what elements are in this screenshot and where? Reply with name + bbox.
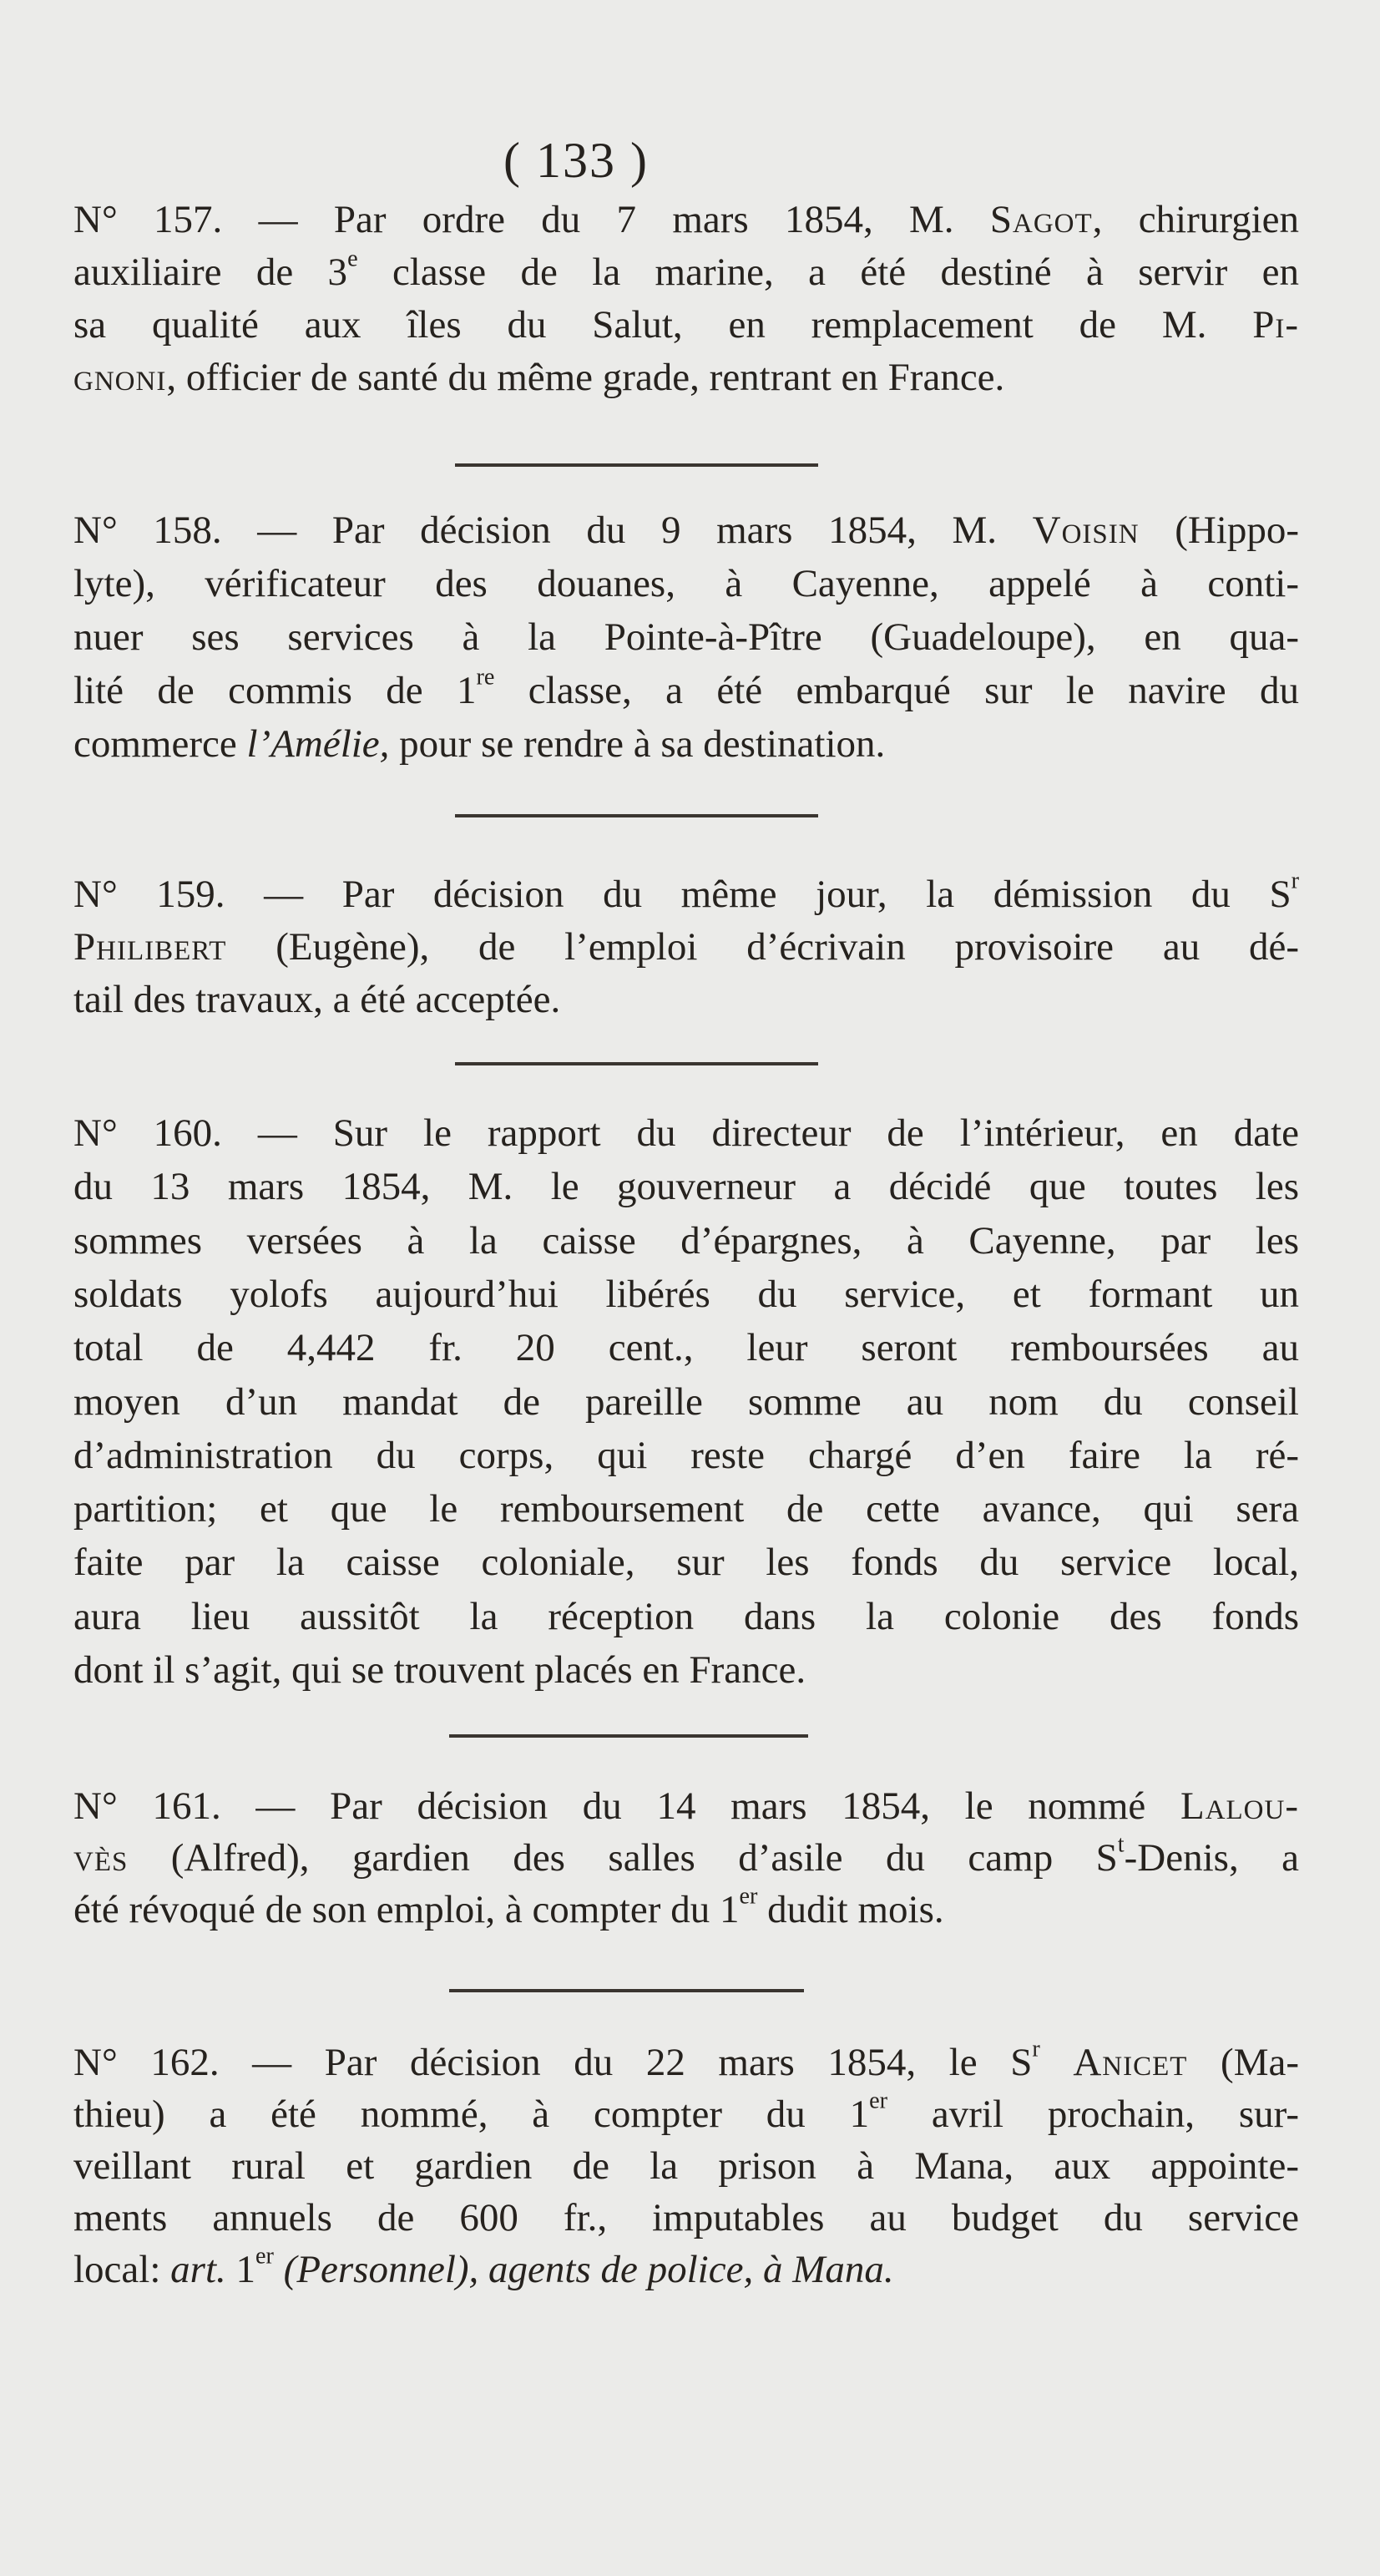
italic-text: l’Amélie, xyxy=(246,722,390,766)
entry-5-line xyxy=(73,1777,1299,1835)
entry-4-line xyxy=(73,1641,1299,1699)
text-run: local: xyxy=(73,2248,171,2291)
text-run: été révoqué de son emploi, à compter du 1 xyxy=(73,1888,740,1931)
text-run: moyen d’un mandat de pareille somme au nom du conseil xyxy=(73,1379,1299,1424)
name-small-caps: Philibert xyxy=(73,925,227,969)
text-run: total de 4,442 fr. 20 cent., leur seront remboursées au xyxy=(73,1326,1299,1370)
entry-4-line xyxy=(73,1373,1299,1431)
text-run: tail des travaux, a été acceptée. xyxy=(73,978,561,1021)
entry-2-line xyxy=(73,715,1299,773)
name-small-caps: gnoni xyxy=(73,356,167,399)
text-run: partition; et que le remboursement de cette avance, qui sera xyxy=(73,1487,1299,1531)
entry-2-line xyxy=(73,501,1299,559)
entry-6-line xyxy=(73,2033,1299,2092)
text-run: nuer ses services à la Pointe-à-Pître (Guadeloupe), en qua- xyxy=(73,615,1299,659)
text-run: soldats yolofs aujourd’hui libérés du service, et formant un xyxy=(73,1272,1299,1316)
superscript: re xyxy=(476,664,495,691)
text-run: d’administration du corps, qui reste chargé d’en faire la ré- xyxy=(73,1433,1299,1477)
text-run: N° 158. — Par décision du 9 mars 1854, M. xyxy=(73,509,1033,552)
entry-4-line xyxy=(73,1318,1299,1377)
entry-2-line xyxy=(73,554,1299,613)
entry-1-line xyxy=(73,296,1299,354)
entry-4-line xyxy=(73,1157,1299,1216)
separator-rule xyxy=(449,1989,804,1992)
entry-4-line xyxy=(73,1587,1299,1646)
text-run: ments annuels de 600 fr., imputables au budget du service xyxy=(73,2196,1299,2239)
entry-5-line xyxy=(73,1829,1299,1887)
text-run: 1 xyxy=(225,2248,256,2291)
entry-3-line xyxy=(73,865,1299,924)
text-run: (Alfred), gardien des salles d’asile du camp S xyxy=(128,1836,1118,1880)
superscript: t xyxy=(1117,1831,1125,1858)
entry-4-line xyxy=(73,1265,1299,1323)
text-run: N° 157. — Par ordre du 7 mars 1854, M. xyxy=(73,198,990,241)
entry-4-line xyxy=(73,1480,1299,1538)
text-run: commerce xyxy=(73,722,247,766)
text-run: (Ma- xyxy=(1187,2041,1299,2084)
text-run: classe, a été embarqué sur le navire du xyxy=(494,669,1299,712)
text-run: sommes versées à la caisse d’épargnes, à Cayenne, par les xyxy=(73,1218,1299,1263)
text-run xyxy=(1040,2041,1074,2084)
text-run: veillant rural et gardien de la prison à Mana, aux appointe- xyxy=(73,2144,1299,2188)
entry-5-line xyxy=(73,1880,1299,1939)
entry-6-line xyxy=(73,2189,1299,2247)
entry-1-line xyxy=(73,348,1299,407)
entry-3-line xyxy=(73,918,1299,976)
text-run: du 13 mars 1854, M. le gouverneur a décidé que toutes les xyxy=(73,1165,1299,1209)
entry-2-line xyxy=(73,608,1299,666)
text-run: faite par la caisse coloniale, sur les fonds du service local, xyxy=(73,1541,1299,1585)
entry-2-line xyxy=(73,661,1299,720)
italic-text: art. xyxy=(170,2248,226,2291)
superscript: r xyxy=(1291,868,1299,894)
text-run: aura lieu aussitôt la réception dans la colonie des fonds xyxy=(73,1594,1299,1638)
text-run: (Hippo- xyxy=(1139,509,1300,552)
text-run: , officier de santé du même grade, rentrant en France. xyxy=(166,356,1005,399)
text-run: lité de commis de 1 xyxy=(73,669,477,712)
separator-rule xyxy=(455,1062,818,1065)
text-run: -Denis, a xyxy=(1124,1836,1299,1880)
superscript: er xyxy=(255,2243,274,2270)
text-run xyxy=(274,2248,284,2291)
name-small-caps: Lalou- xyxy=(1180,1784,1299,1828)
text-run: thieu) a été nommé, à compter du 1 xyxy=(73,2093,870,2136)
text-run: N° 160. — Sur le rapport du directeur de l’intérieur, en date xyxy=(73,1111,1299,1155)
name-small-caps: Pi- xyxy=(1252,303,1299,347)
name-small-caps: Voisin xyxy=(1032,509,1140,552)
entry-4-line xyxy=(73,1533,1299,1592)
text-run: sa qualité aux îles du Salut, en remplacement de M. xyxy=(73,303,1253,347)
separator-rule xyxy=(455,463,818,467)
entry-6-line xyxy=(73,2137,1299,2195)
page-number: ( 133 ) xyxy=(503,133,649,188)
superscript: er xyxy=(869,2088,888,2114)
superscript: er xyxy=(739,1883,758,1910)
text-run: avril prochain, sur- xyxy=(887,2093,1299,2136)
text-run: dont il s’agit, qui se trouvent placés en France. xyxy=(73,1648,806,1692)
separator-rule xyxy=(449,1734,808,1738)
entry-1-line xyxy=(73,243,1299,301)
separator-rule xyxy=(455,814,818,817)
superscript: e xyxy=(347,245,358,272)
text-run: (Eugène), de l’emploi d’écrivain provisoire au dé- xyxy=(226,925,1299,969)
text-run: lyte), vérificateur des douanes, à Cayenne, appelé à conti- xyxy=(73,562,1299,605)
text-run: N° 159. — Par décision du même jour, la démission du S xyxy=(73,873,1292,916)
name-small-caps: Anicet xyxy=(1073,2041,1188,2084)
entry-4-line xyxy=(73,1104,1299,1162)
entry-6-line xyxy=(73,2240,1299,2299)
text-run: classe de la marine, a été destiné à servir en xyxy=(357,251,1299,294)
entry-4-line xyxy=(73,1426,1299,1485)
text-run: pour se rendre à sa destination. xyxy=(389,722,886,766)
name-small-caps: Sagot xyxy=(989,198,1093,241)
entry-6-line xyxy=(73,2085,1299,2143)
italic-text: (Personnel), agents de police, à Mana. xyxy=(283,2248,894,2291)
text-run: , chirurgien xyxy=(1092,198,1299,241)
entry-4-line xyxy=(73,1212,1299,1270)
text-run: N° 161. — Par décision du 14 mars 1854, le nommé xyxy=(73,1784,1180,1828)
text-run: auxiliaire de 3 xyxy=(73,251,348,294)
superscript: r xyxy=(1032,2036,1040,2062)
text-run: N° 162. — Par décision du 22 mars 1854, le S xyxy=(73,2041,1033,2084)
name-small-caps: vès xyxy=(73,1836,129,1880)
entry-1-line xyxy=(73,190,1299,249)
entry-3-line xyxy=(73,970,1299,1029)
text-run: dudit mois. xyxy=(757,1888,944,1931)
